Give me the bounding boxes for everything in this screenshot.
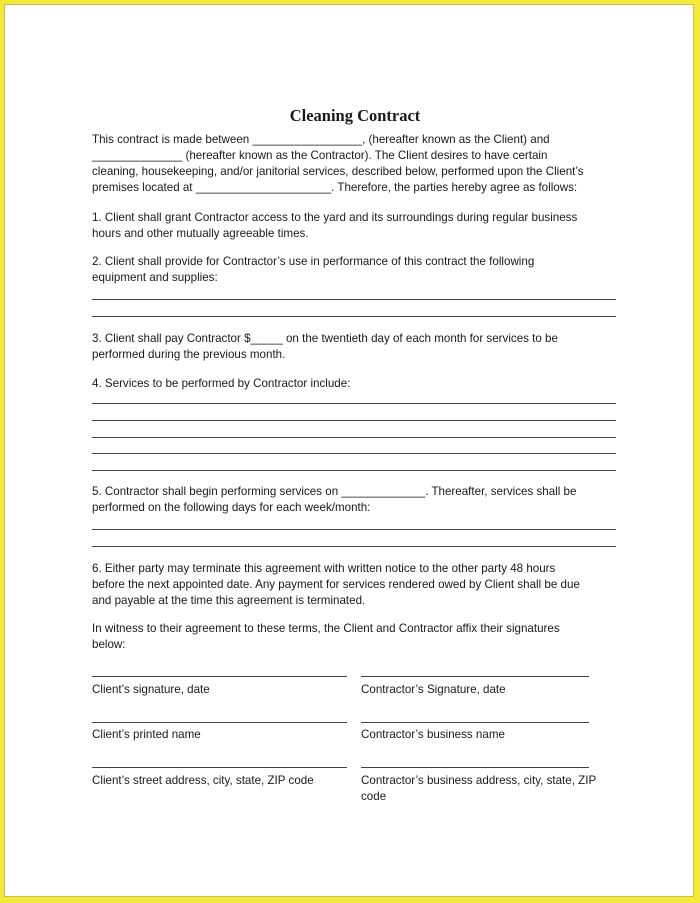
- blank-line: [92, 546, 616, 547]
- clause-2-line-2: equipment and supplies:: [92, 271, 218, 284]
- client-signature-label: Client’s signature, date: [92, 683, 210, 696]
- blank-line: [92, 453, 616, 454]
- contractor-business-name-label: Contractor’s business name: [361, 728, 505, 741]
- blank-line: [92, 470, 616, 471]
- clause-3-line-1: 3. Client shall pay Contractor $_____ on the twentieth day of each month for services to be: [92, 332, 558, 345]
- intro-line-4: premises located at _____________________. Therefore, the parties hereby agree as follows:: [92, 181, 578, 194]
- contractor-address-label-line-1: Contractor’s business address, city, state, ZIP: [361, 774, 597, 787]
- intro-line-2: ______________ (hereafter known as the Contractor). The Client desires to have certain: [92, 149, 548, 162]
- witness-line-2: below:: [92, 638, 126, 651]
- blank-line: [92, 437, 616, 438]
- clause-1-line-1: 1. Client shall grant Contractor access to the yard and its surroundings during regular business: [92, 211, 578, 224]
- blank-line: [92, 529, 616, 530]
- blank-line: [92, 403, 616, 404]
- signature-line: [361, 676, 589, 677]
- clause-5-line-2: performed on the following days for each week/month:: [92, 501, 371, 514]
- clause-2-line-1: 2. Client shall provide for Contractor’s use in performance of this contract the following: [92, 255, 535, 268]
- intro-line-1: This contract is made between _________________, (hereafter known as the Client) and: [92, 133, 550, 146]
- clause-6-line-1: 6. Either party may terminate this agreement with written notice to the other party 48 hours: [92, 562, 556, 575]
- signature-line: [92, 722, 347, 723]
- client-printed-name-label: Client’s printed name: [92, 728, 201, 741]
- clause-5-line-1: 5. Contractor shall begin performing services on _____________. Thereafter, services shall be: [92, 485, 577, 498]
- contractor-address-label-line-2: code: [361, 790, 387, 803]
- signature-line: [92, 676, 347, 677]
- signature-line: [361, 767, 589, 768]
- clause-1-line-2: hours and other mutually agreeable times.: [92, 227, 309, 240]
- witness-line-1: In witness to their agreement to these terms, the Client and Contractor affix their signatures: [92, 622, 560, 635]
- page-frame: [4, 4, 694, 897]
- contractor-signature-label: Contractor’s Signature, date: [361, 683, 506, 696]
- blank-line: [92, 316, 616, 317]
- clause-3-line-2: performed during the previous month.: [92, 348, 286, 361]
- clause-6-line-3: and payable at the time this agreement is terminated.: [92, 594, 366, 607]
- document-title: Cleaning Contract: [289, 106, 421, 125]
- client-address-label: Client’s street address, city, state, ZIP code: [92, 774, 314, 787]
- signature-line: [361, 722, 589, 723]
- blank-line: [92, 420, 616, 421]
- clause-6-line-2: before the next appointed date. Any payment for services rendered owed by Client shall be due: [92, 578, 580, 591]
- intro-line-3: cleaning, housekeeping, and/or janitorial services, described below, performed upon the Client’s: [92, 165, 584, 178]
- clause-4-line-1: 4. Services to be performed by Contractor include:: [92, 377, 351, 390]
- signature-line: [92, 767, 347, 768]
- blank-line: [92, 299, 616, 300]
